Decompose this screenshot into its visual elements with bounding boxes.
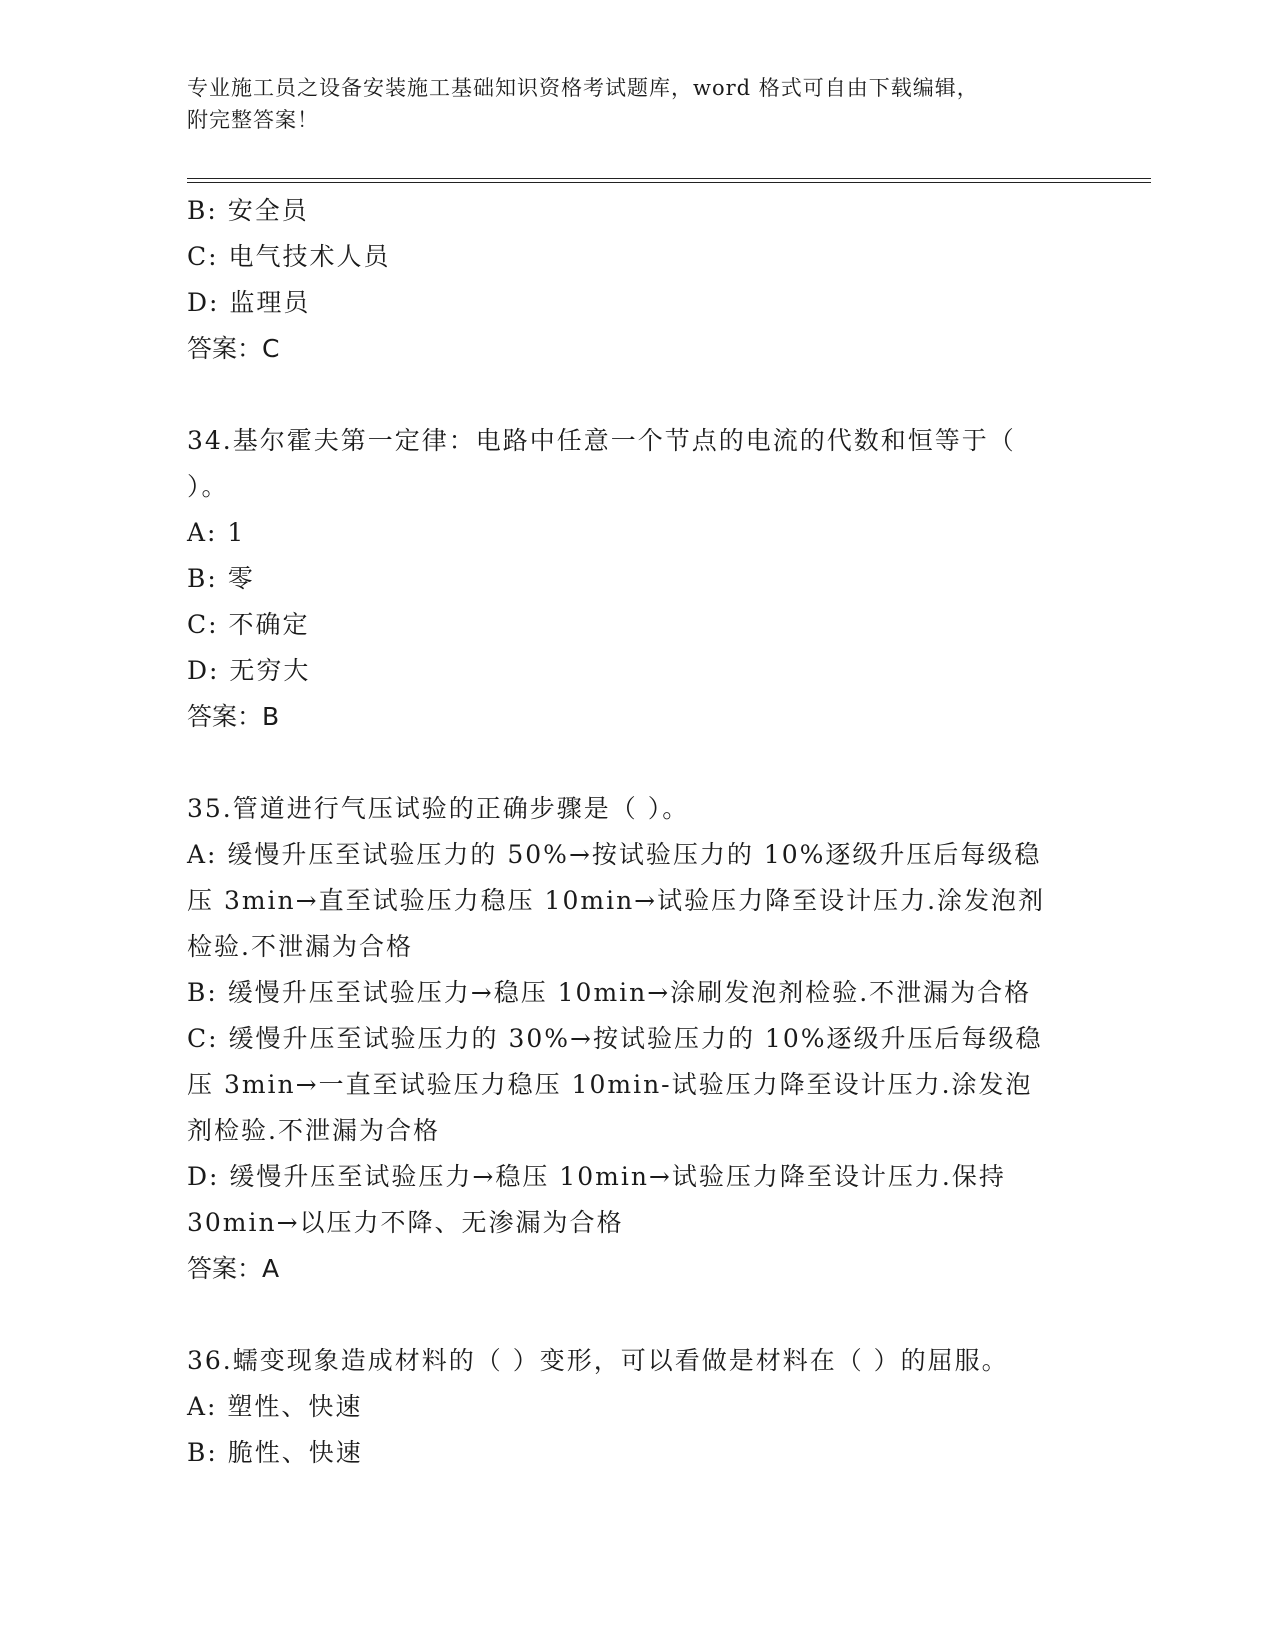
option-c-line: 剂检验.不泄漏为合格 [187, 1116, 440, 1145]
option-a-line: A: 缓慢升压至试验压力的 50%→按试验压力的 10%逐级升压后每级稳 [187, 840, 1042, 869]
option-d: D: 无穷大 [187, 656, 311, 685]
question-34 [187, 418, 1087, 740]
option-c [187, 1016, 1087, 1154]
answer: 答案：B [187, 702, 280, 731]
answer: 答案：C [187, 334, 280, 363]
option-a: A: 1 [187, 518, 246, 547]
option-b: B: 缓慢升压至试验压力→稳压 10min→涂刷发泡剂检验.不泄漏为合格 [187, 978, 1032, 1007]
option-d-line: 30min→以压力不降、无渗漏为合格 [187, 1208, 624, 1237]
option-c-line: 压 3min→一直至试验压力稳压 10min-试验压力降至设计压力.涂发泡 [187, 1070, 1033, 1099]
question-33 [187, 188, 1087, 372]
option-a-line: 检验.不泄漏为合格 [187, 932, 413, 961]
option-c: C: 不确定 [187, 610, 310, 639]
option-c: C: 电气技术人员 [187, 242, 391, 271]
question-36 [187, 1338, 1087, 1476]
option-d [187, 1154, 1087, 1246]
option-d-line: D: 缓慢升压至试验压力→稳压 10min→试验压力降至设计压力.保持 [187, 1162, 1006, 1191]
document-header [187, 72, 1087, 136]
question-stem: 36.蠕变现象造成材料的（ ）变形，可以看做是材料在（ ）的屈服。 [187, 1346, 1009, 1375]
question-stem: 35.管道进行气压试验的正确步骤是（ ）。 [187, 794, 690, 823]
header-line-1: 专业施工员之设备安装施工基础知识资格考试题库，word 格式可自由下载编辑， [187, 76, 979, 100]
option-a-line: 压 3min→直至试验压力稳压 10min→试验压力降至设计压力.涂发泡剂 [187, 886, 1046, 915]
answer: 答案：A [187, 1254, 280, 1283]
option-d: D: 监理员 [187, 288, 311, 317]
option-c-line: C: 缓慢升压至试验压力的 30%→按试验压力的 10%逐级升压后每级稳 [187, 1024, 1043, 1053]
question-stem-continued: ）。 [187, 472, 229, 501]
option-b: B: 脆性、快速 [187, 1438, 363, 1467]
question-35 [187, 786, 1087, 1292]
header-divider-bottom [187, 182, 1151, 183]
option-a [187, 832, 1087, 970]
option-b: B: 安全员 [187, 196, 309, 225]
option-a: A: 塑性、快速 [187, 1392, 363, 1421]
header-line-2: 附完整答案！ [187, 108, 319, 132]
header-divider-top [187, 178, 1151, 179]
option-b: B: 零 [187, 564, 255, 593]
question-stem: 34.基尔霍夫第一定律：电路中任意一个节点的电流的代数和恒等于（ [187, 426, 1016, 455]
question-list [187, 188, 1087, 1476]
